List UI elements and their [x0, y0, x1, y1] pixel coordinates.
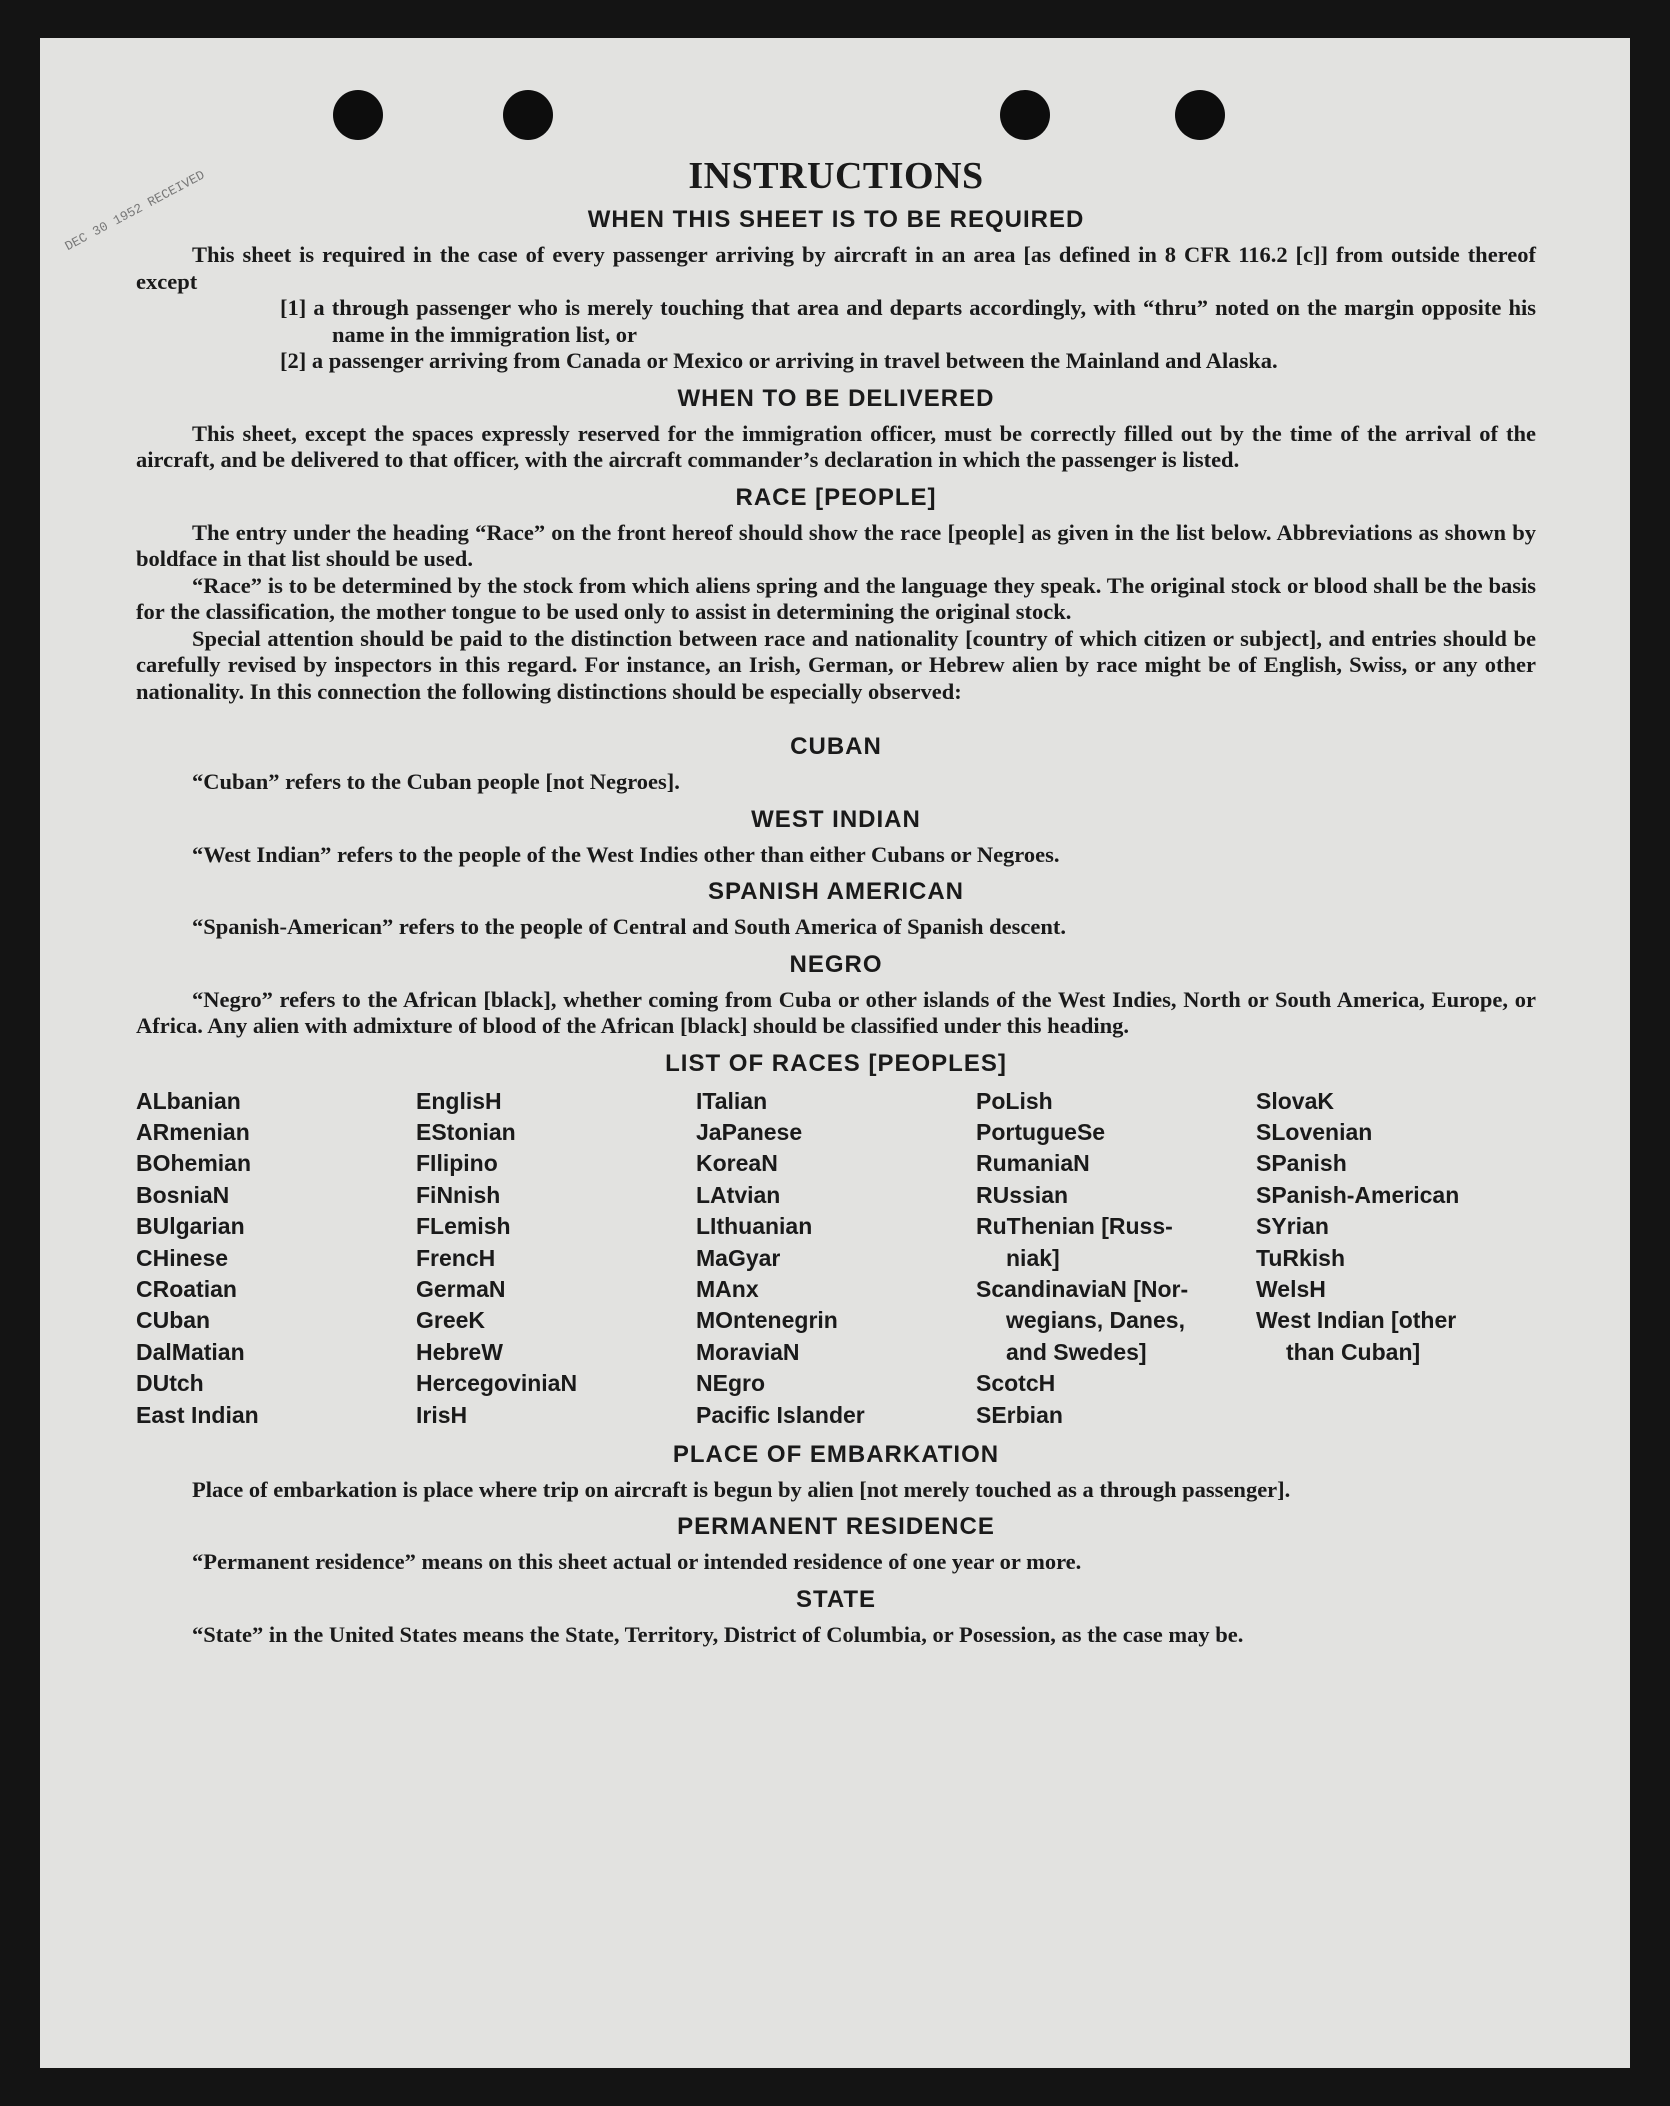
race-item: RumaniaN: [976, 1150, 1090, 1177]
race-item: CUban: [136, 1307, 211, 1334]
section-heading-race: RACE [PEOPLE]: [735, 483, 937, 511]
exception-item-2: [2] a passenger arriving from Canada or Mexico or arriving in travel between the Mainland and Alaska.: [280, 348, 1278, 373]
race-item: MOntenegrin: [696, 1307, 838, 1334]
section-heading-embarkation: PLACE OF EMBARKATION: [672, 1440, 1000, 1468]
section-heading-cuban: CUBAN: [790, 733, 882, 760]
race-item: GermaN: [416, 1275, 506, 1302]
race-item: SlovaK: [1256, 1087, 1334, 1114]
race-item: MAnx: [696, 1275, 759, 1302]
page-title: INSTRUCTIONS: [688, 155, 984, 197]
punch-hole: [333, 90, 383, 140]
section-heading-spanish-american: SPANISH AMERICAN: [707, 878, 964, 905]
received-stamp: DEC 30 1952 RECEIVED: [62, 167, 208, 255]
race-item: PoLish: [976, 1087, 1053, 1114]
race-item: MaGyar: [696, 1244, 781, 1271]
race-item: CHinese: [136, 1244, 229, 1271]
punch-hole: [1000, 90, 1050, 140]
race-item: BosniaN: [136, 1181, 230, 1208]
negro-text: “Negro” refers to the African [black], whether coming from Cuba or other islands of the West Indies, North or South America, Europe, or Africa. Any alien with admixture of blood of the African [black] should be classified under this heading.: [136, 986, 1536, 1038]
races-column-2: [416, 1086, 696, 1431]
race-item: FLemish: [416, 1213, 511, 1240]
race-item: SYrian: [1256, 1213, 1329, 1240]
race-item: SPanish: [1256, 1150, 1347, 1177]
race-item: HercegoviniaN: [416, 1370, 578, 1397]
race-paragraph-3: Special attention should be paid to the distinction between race and nationality [country of which citizen or subject], and entries should be carefully revised by inspectors in this regard. For instance, an Irish, German, or Hebrew alien by race might be of English, Swiss, or any other nationality. In this connection the following distinctions should be especially observed:: [136, 625, 1536, 704]
race-paragraph-1: The entry under the heading “Race” on the front hereof should show the race [people] as given in the list below. Abbreviations as shown by boldface in that list should be used.: [136, 519, 1536, 571]
race-item: FiNnish: [416, 1181, 501, 1208]
section-heading-when-required: WHEN THIS SHEET IS TO BE REQUIRED: [587, 206, 1085, 233]
when-delivered-text: This sheet, except the spaces expressly reserved for the immigration officer, must be correctly filled out by the time of the arrival of the aircraft, and be delivered to that officer, with the aircraft commander’s declaration in which the passenger is listed.: [136, 420, 1536, 472]
race-item: BUlgarian: [136, 1213, 245, 1240]
races-list: [136, 1086, 1536, 1431]
race-item: RuThenian [Russ-: [976, 1213, 1173, 1240]
race-item: East Indian: [136, 1401, 259, 1428]
race-item: HebreW: [416, 1338, 503, 1365]
races-column-5: [1256, 1086, 1536, 1431]
race-item: EnglisH: [416, 1087, 502, 1114]
section-heading-when-delivered: WHEN TO BE DELIVERED: [677, 384, 995, 412]
race-item: LIthuanian: [696, 1213, 813, 1240]
race-item: West Indian [other: [1256, 1307, 1457, 1334]
when-required-intro: This sheet is required in the case of every passenger arriving by aircraft in an area [as defined in 8 CFR 116.2 [c]] from outside thereof except: [136, 242, 1536, 294]
exception-item-1: [1] a through passenger who is merely touching that area and departs accordingly, with “thru” noted on the margin opposite his name in the immigration list, or: [280, 295, 1536, 347]
race-item: TuRkish: [1256, 1244, 1346, 1271]
races-column-1: [136, 1086, 416, 1431]
race-item: LAtvian: [696, 1181, 781, 1208]
race-item: BOhemian: [136, 1150, 252, 1177]
race-item: DUtch: [136, 1370, 204, 1397]
race-item: ScotcH: [976, 1370, 1056, 1397]
race-paragraph-2: “Race” is to be determined by the stock from which aliens spring and the language they speak. The original stock or blood shall be the basis for the classification, the mother tongue to be used only to assist in determining the original stock.: [136, 572, 1536, 624]
race-item: SPanish-American: [1256, 1181, 1460, 1208]
spanish-american-text: “Spanish-American” refers to the people of Central and South America of Spanish descent.: [192, 914, 1066, 939]
race-item: SErbian: [976, 1401, 1063, 1428]
permanent-residence-text: “Permanent residence” means on this sheet actual or intended residence of one year or more.: [192, 1549, 1082, 1575]
section-heading-west-indian: WEST INDIAN: [751, 805, 921, 833]
race-item-continuation: and Swedes]: [1006, 1338, 1147, 1365]
section-heading-permanent-residence: PERMANENT RESIDENCE: [677, 1513, 995, 1541]
punch-hole: [503, 90, 553, 140]
state-text: “State” in the United States means the State, Territory, District of Columbia, or Posession, as the case may be.: [192, 1621, 1244, 1647]
section-heading-negro: NEGRO: [789, 950, 883, 978]
race-item: ARmenian: [136, 1118, 250, 1145]
race-item: CRoatian: [136, 1275, 237, 1302]
race-item: KoreaN: [696, 1150, 778, 1177]
race-item: Pacific Islander: [696, 1401, 865, 1428]
section-heading-state: STATE: [795, 1585, 877, 1613]
cuban-text: “Cuban” refers to the Cuban people [not Negroes].: [192, 769, 680, 794]
races-column-3: [696, 1086, 976, 1431]
race-item: WelsH: [1256, 1275, 1326, 1302]
race-item: MoraviaN: [696, 1338, 800, 1365]
race-item: GreeK: [416, 1307, 486, 1334]
race-item: RUssian: [976, 1181, 1069, 1208]
race-item: JaPanese: [696, 1118, 803, 1145]
race-item: PortugueSe: [976, 1118, 1106, 1145]
instructions-body: [136, 150, 1536, 1648]
race-item: ALbanian: [136, 1087, 241, 1114]
race-item-continuation: than Cuban]: [1286, 1338, 1421, 1365]
race-item: ITalian: [696, 1087, 768, 1114]
section-heading-list-of-races: LIST OF RACES [PEOPLES]: [665, 1049, 1007, 1077]
race-item: ScandinaviaN [Nor-: [976, 1275, 1189, 1302]
race-item: FIlipino: [416, 1150, 498, 1177]
race-item-continuation: niak]: [1006, 1244, 1060, 1271]
race-item-continuation: wegians, Danes,: [1006, 1307, 1185, 1334]
punch-hole: [1175, 90, 1225, 140]
races-column-4: [976, 1086, 1256, 1431]
west-indian-text: “West Indian” refers to the people of the West Indies other than either Cubans or Negroes.: [192, 841, 1060, 867]
race-item: IrisH: [416, 1401, 468, 1428]
race-item: FrencH: [416, 1244, 496, 1271]
race-item: SLovenian: [1256, 1118, 1373, 1145]
race-item: EStonian: [416, 1118, 516, 1145]
race-item: NEgro: [696, 1370, 765, 1397]
race-item: DalMatian: [136, 1338, 245, 1365]
embarkation-text: Place of embarkation is place where trip on aircraft is begun by alien [not merely touched as a through passenger].: [192, 1476, 1291, 1502]
